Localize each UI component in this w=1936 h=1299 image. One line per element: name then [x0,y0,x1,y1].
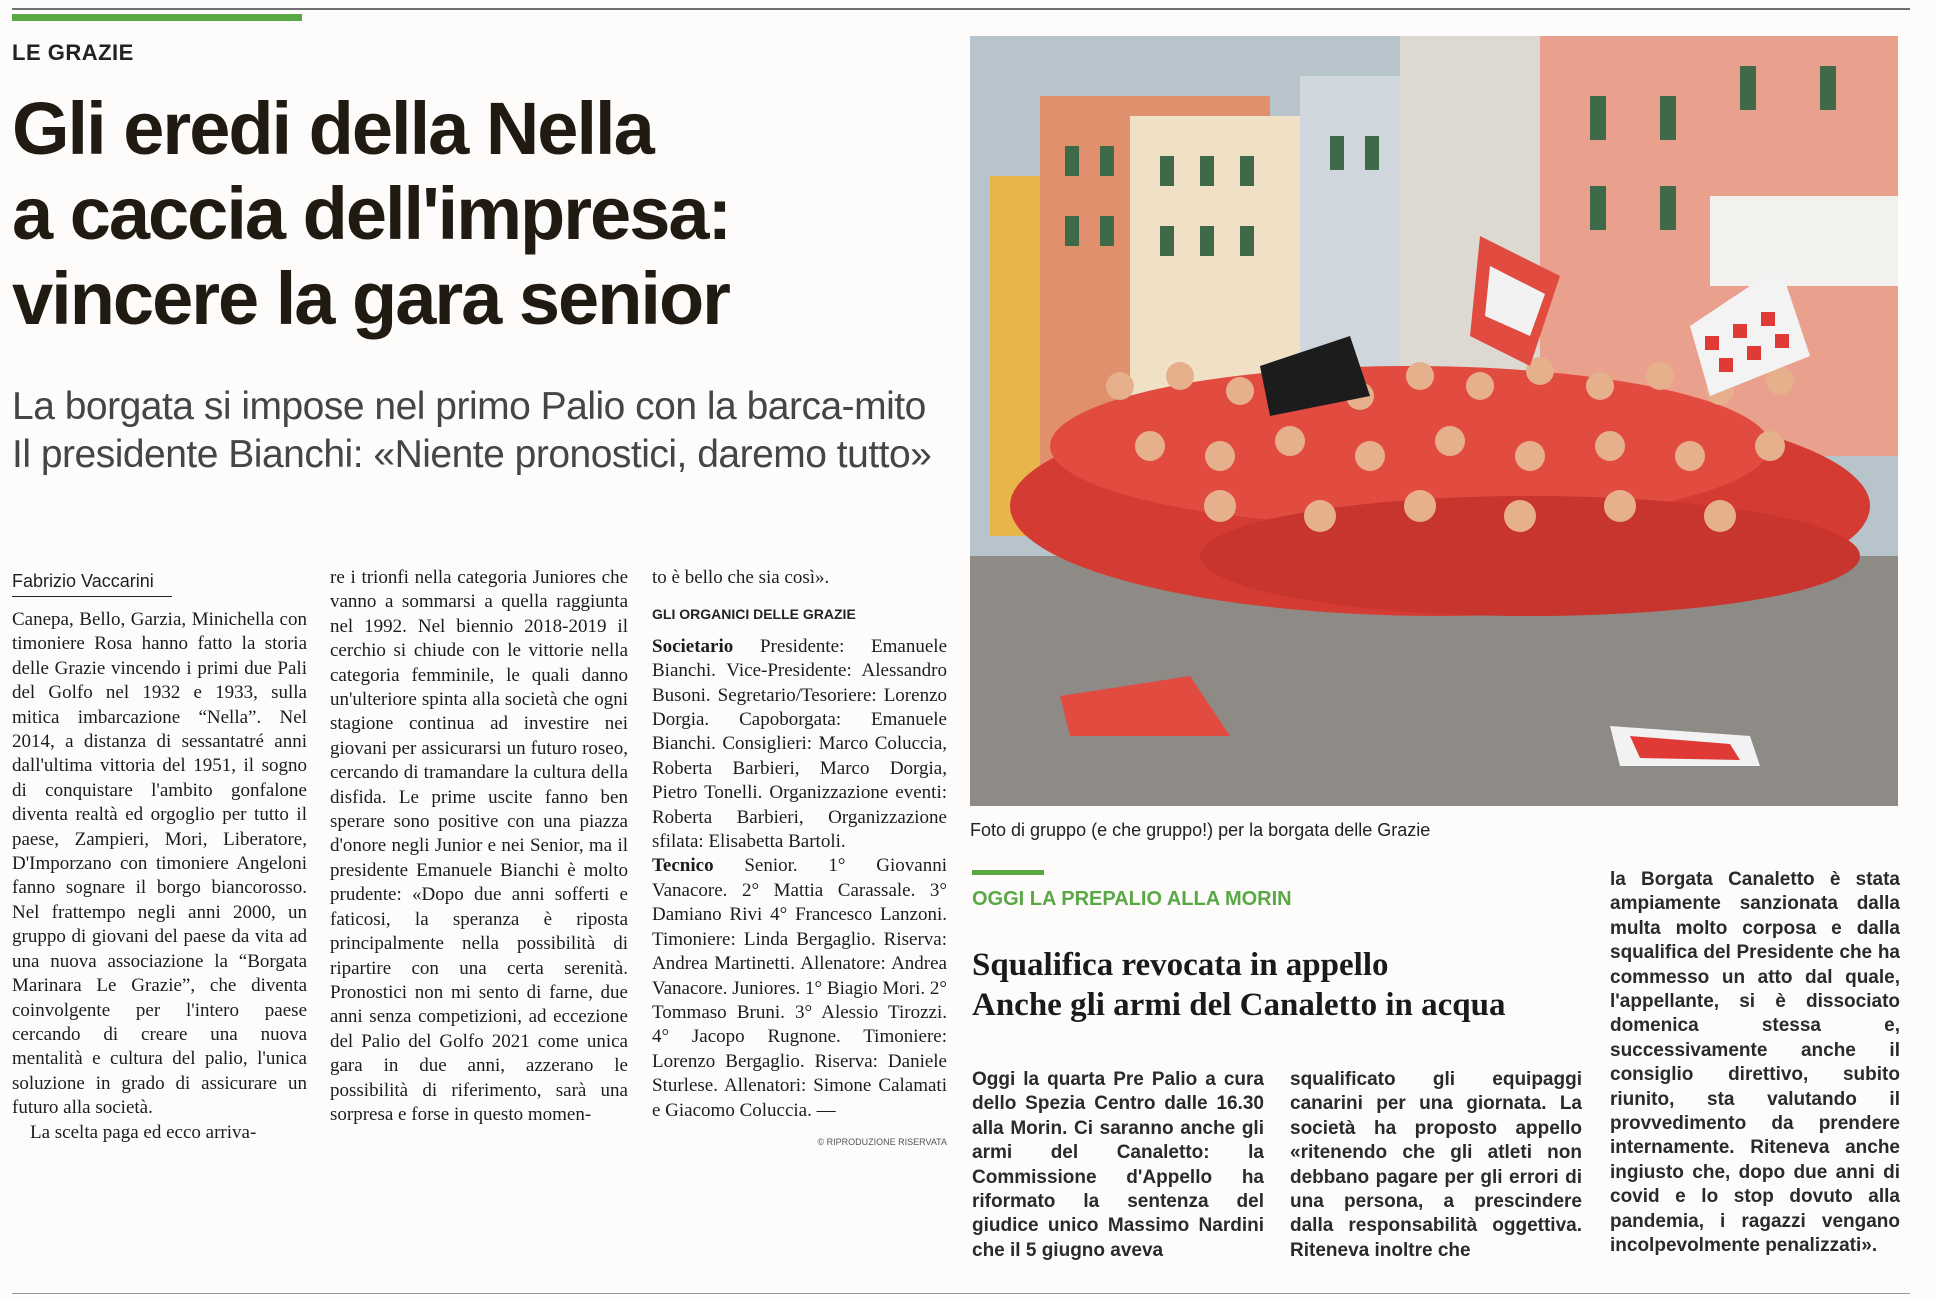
author-byline: Fabrizio Vaccarini [12,571,172,597]
article-column-2 [330,566,628,1127]
sidebar-kicker: OGGI LA PREPALIO ALLA MORIN [972,888,1292,910]
headline [12,86,972,341]
top-accent-bar [12,14,302,21]
headline-line-2: a caccia dell'impresa: [12,172,731,255]
article-paragraph: Canepa, Bello, Garzia, Minichella con timoniere Rosa hanno fatto la storia delle Grazie vincendo i primi due Pali del Golfo nel 1932 e 1933, sulla mitica imbarcazione “Nella”. Nel 2014, a distanza di sessantatré anni dall'ultima vittoria del 1951, il sogno di conquistare l'ambito gonfalone diventa realtà ed orgoglio per tutto il paese, Zampieri, Mori, Liberatore, D'Imporzano con timoniere Angeloni fanno sognare il borgo biancorosso. Nel frattempo negli anni 2000, un gruppo di giovani del paese da vita ad una nuova associazione la “Borgata Marinara Le Grazie”, che diventa coinvolgente per l'intero paese cercando di creare una nuova mentalità e cultura del palio, l'unica soluzione in grado di assicurare un futuro alla società. [12,609,307,1119]
tecnico-text: Senior. 1° Giovanni Vanacore. 2° Mattia Carassale. 3° Damiano Rivi 4° Francesco Lanzoni. Timoniere: Linda Bergaglio. Riserva: Andrea Martinetti. Allenatore: Andrea Vanacore. Juniores. 1° Biagio Mori. 2° Tommaso Bruni. 3° Alessio Tirozzi. 4° Jacopo Rugnone. Timoniere: Lorenzo Bergaglio. Riserva: Daniele Sturlese. Allenatori: Simone Calamati e Giacomo Coluccia. — [652,855,947,1121]
organici-societario [652,635,947,855]
article-paragraph: La scelta paga ed ecco arriva- [30,1121,257,1143]
copyright-note: © RIPRODUZIONE RISERVATA [817,1136,947,1147]
headline-line-1: Gli eredi della Nella [12,87,653,170]
sidebar-column-2: squalificato gli equipaggi canarini per una giornata. La società ha proposto appello «ritenendo che gli atleti non debbano pagare per gli errori di una persona, a prescindere dalla responsabilità oggettiva. Riteneva inoltre che [1290,1069,1582,1261]
photo-caption: Foto di gruppo (e che gruppo!) per la borgata delle Grazie [970,820,1431,840]
organici-tecnico [652,854,947,1147]
article-column-3 [652,566,947,1154]
group-photo [970,36,1898,806]
sidebar-headline-line-1: Squalifica revocata in appello [972,947,1389,983]
organici-box-title: GLI ORGANICI DELLE GRAZIE [652,606,856,623]
article-paragraph: re i trionfi nella categoria Juniores che vanno a sommarsi a quella raggiunta nel 1992. Nel biennio 2018-2019 il cerchio si chiude con le vittorie nella categoria femminile, le quali danno un'ulteriore spinta alla società che ogni stagione continua ad investire nei giovani per assicurarsi un futuro roseo, cercando di tramandare la cultura della disfida. Le prime uscite fanno ben sperare sono positive con una piazza d'onore negli Junior e nei Senior, ma il presidente Emanuele Bianchi è molto prudente: «Dopo due anni sofferti e faticosi, la speranza è riposta principalmente nella possibilità di ripartire con una certa serenità. Pronostici non mi sento di farne, due anni senza competizioni, ad eccezione del Palio del Golfo 2021 come unica gara in due anni, azzerano le possibilità di riferimento, sarà una sorpresa e forse in questo momen- [330,567,628,1125]
subheadline-line-2: Il presidente Bianchi: «Niente pronostici, daremo tutto» [12,433,932,476]
top-rule [12,8,1910,10]
societario-label: Societario [652,635,734,657]
headline-line-3: vincere la gara senior [12,257,729,340]
bottom-rule [12,1293,1910,1294]
section-kicker: LE GRAZIE [12,40,134,65]
tecnico-label: Tecnico [652,855,714,877]
societario-text: Presidente: Emanuele Bianchi. Vice-Presidente: Alessandro Busoni. Segretario/Tesoriere: Lorenzo Dorgia. Capoborgata: Emanuele Bianchi. Consiglieri: Marco Coluccia, Roberta Barbieri, Marco Dorgia, Pietro Tonelli. Organizzazione eventi: Roberta Barbieri, Organizzazione sfilata: Elisabetta Bartoli. [652,635,947,853]
article-column-1 [12,608,307,1145]
subheadline [12,383,972,479]
article-paragraph: to è bello che sia così». [652,567,830,588]
sidebar-headline-line-2: Anche gli armi del Canaletto in acqua [972,987,1506,1023]
sidebar-column-3: la Borgata Canaletto è stata ampiamente sanzionata dalla multa molto corposa e dalla squalifica del Presidente che ha commesso un atto dal quale, l'appellante, si è dissociato domenica stessa e, successivamente anche il consiglio direttivo, subito riunito, sta valutando il provvedimento da prendere internamente. Riteneva anche ingiusto che, dopo due anni di covid e lo stop dovuto alla pandemia, i ragazzi vengano incolpevolmente penalizzati». [1610,869,1900,1257]
sidebar-column-1: Oggi la quarta Pre Palio a cura dello Spezia Centro dalle 16.30 alla Morin. Ci saranno anche gli armi del Canaletto: la Commissione d'Appello ha riformato la sentenza del giudice unico Massimo Nardini che il 5 giugno aveva [972,1069,1264,1261]
sidebar-headline [972,945,1632,1025]
subheadline-line-1: La borgata si impose nel primo Palio con la barca-mito [12,385,926,428]
sidebar-accent-bar [972,870,1044,875]
